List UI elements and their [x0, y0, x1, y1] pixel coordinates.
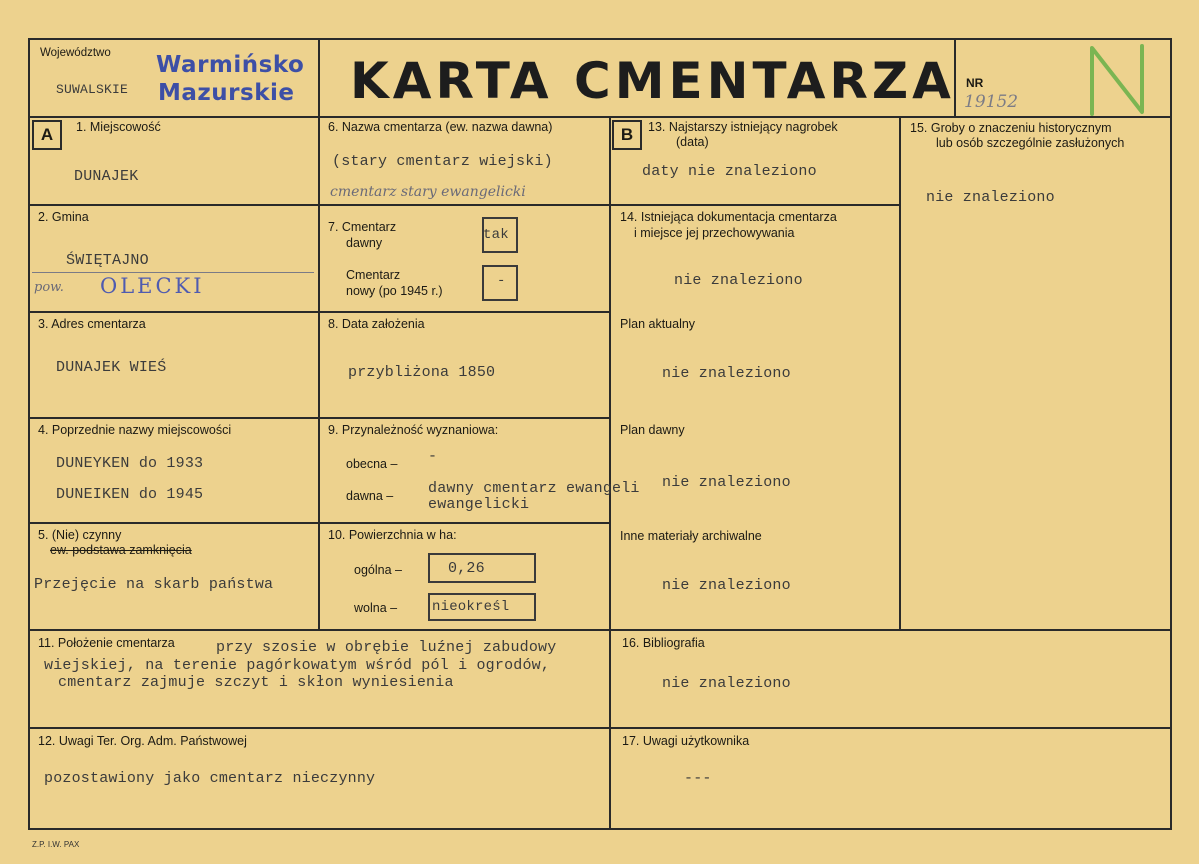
field-13-label-1: 13. Najstarszy istniejący nagrobek: [648, 120, 838, 134]
field-2-hand-prefix: pow.: [34, 280, 64, 295]
field-3-label: 3. Adres cmentarza: [38, 317, 146, 331]
field-13-value: daty nie znaleziono: [642, 163, 817, 180]
divider: [28, 116, 1172, 118]
field-2-label: 2. Gmina: [38, 210, 89, 224]
field-14-label-1: 14. Istniejąca dokumentacja cmentarza: [620, 210, 837, 224]
field-6-hand-note: cmentarz stary ewangelicki: [330, 184, 526, 200]
field-10-free-box: [428, 593, 536, 621]
field-2-value: ŚWIĘTAJNO: [66, 252, 149, 269]
divider: [319, 417, 610, 419]
plan-current-label: Plan aktualny: [620, 317, 696, 331]
handwritten-underline: [32, 272, 314, 273]
section-b-marker: B: [612, 120, 642, 150]
field-10-total-box: [428, 553, 536, 583]
divider: [319, 204, 610, 206]
divider: [28, 311, 319, 313]
field-10-total-value: 0,26: [448, 560, 485, 577]
nr-label: NR: [966, 76, 984, 90]
voivodeship-label: Województwo: [40, 47, 111, 59]
field-16-value: nie znaleziono: [662, 675, 791, 692]
field-5-value: Przejęcie na skarb państwa: [34, 576, 274, 593]
section-a-marker: A: [32, 120, 62, 150]
field-11-value-2: wiejskiej, na terenie pagórkowatym wśród pól i ogrodów,: [44, 657, 551, 674]
printer-imprint: Z.P. I.W. PAX: [32, 840, 80, 849]
field-7-new-label-1: Cmentarz: [346, 268, 401, 282]
field-12-label: 12. Uwagi Ter. Org. Adm. Państwowej: [38, 734, 247, 748]
divider: [28, 727, 1172, 729]
field-7-old-value: tak: [483, 227, 509, 243]
voivodeship-stamp-line1: Warmińsko: [156, 52, 305, 78]
field-3-value: DUNAJEK WIEŚ: [56, 359, 167, 376]
field-7-new-value: -: [497, 273, 506, 289]
archive-value: nie znaleziono: [662, 577, 791, 594]
field-15-label-2: lub osób szczególnie zasłużonych: [936, 136, 1125, 150]
field-14-value: nie znaleziono: [674, 272, 803, 289]
page-title: KARTA CMENTARZA: [350, 52, 955, 110]
divider: [28, 204, 319, 206]
field-6-label: 6. Nazwa cmentarza (ew. nazwa dawna): [328, 120, 553, 134]
field-8-value: przybliżona 1850: [348, 364, 496, 381]
field-11-value-1: przy szosie w obrębie luźnej zabudowy: [216, 639, 557, 656]
field-13-label-2: (data): [676, 135, 709, 149]
divider: [28, 417, 319, 419]
green-letter-n-mark: [1084, 42, 1154, 118]
field-9-former-value-2: ewangelicki: [428, 496, 530, 513]
plan-old-value: nie znaleziono: [662, 474, 791, 491]
field-1-value: DUNAJEK: [74, 168, 139, 185]
field-11-value-3: cmentarz zajmuje szczyt i skłon wyniesienia: [58, 674, 454, 691]
field-10-total-label: ogólna –: [354, 563, 402, 577]
divider: [610, 204, 900, 206]
field-4-value-1: DUNEYKEN do 1933: [56, 455, 204, 472]
field-8-label: 8. Data założenia: [328, 317, 425, 331]
field-9-former-label: dawna –: [346, 489, 394, 503]
field-7-old-label-2: dawny: [346, 236, 383, 250]
field-2-hand-value: OLECKI: [100, 274, 205, 298]
field-5-label-1: 5. (Nie) czynny: [38, 528, 122, 542]
divider: [319, 311, 610, 313]
field-5-label-2: ew. podstawa zamknięcia: [50, 543, 192, 557]
plan-old-label: Plan dawny: [620, 423, 685, 437]
field-7-old-label-1: 7. Cmentarz: [328, 220, 397, 234]
field-7-old-box: [482, 217, 518, 253]
plan-current-value: nie znaleziono: [662, 365, 791, 382]
divider: [899, 116, 901, 630]
field-10-label: 10. Powierzchnia w ha:: [328, 528, 457, 542]
field-10-free-label: wolna –: [354, 601, 398, 615]
divider: [319, 522, 610, 524]
field-6-value: (stary cmentarz wiejski): [332, 153, 553, 170]
voivodeship-typed: SUWALSKIE: [56, 82, 129, 97]
field-16-label: 16. Bibliografia: [622, 636, 705, 650]
field-7-new-box: [482, 265, 518, 301]
field-15-value: nie znaleziono: [926, 189, 1055, 206]
divider: [609, 116, 611, 830]
field-7-new-label-2: nowy (po 1945 r.): [346, 284, 443, 298]
voivodeship-stamp-line2: Mazurskie: [158, 80, 295, 106]
divider: [28, 522, 319, 524]
archive-label: Inne materiały archiwalne: [620, 529, 762, 543]
field-11-label: 11. Położenie cmentarza: [38, 636, 175, 650]
field-17-value: ---: [684, 770, 712, 787]
field-9-former-value-1: dawny cmentarz ewangeli: [428, 480, 640, 497]
field-9-label: 9. Przynależność wyznaniowa:: [328, 423, 499, 437]
nr-value: 19152: [964, 92, 1019, 112]
field-17-label: 17. Uwagi użytkownika: [622, 734, 750, 748]
field-4-value-2: DUNEIKEN do 1945: [56, 486, 204, 503]
field-9-current-value: -: [428, 448, 438, 465]
divider: [318, 116, 320, 630]
divider: [318, 39, 320, 117]
field-12-value: pozostawiony jako cmentarz nieczynny: [44, 770, 376, 787]
field-4-label: 4. Poprzednie nazwy miejscowości: [38, 423, 232, 437]
field-15-label-1: 15. Groby o znaczeniu historycznym: [910, 121, 1112, 135]
field-9-current-label: obecna –: [346, 457, 398, 471]
divider: [28, 629, 1172, 631]
field-14-label-2: i miejsce jej przechowywania: [634, 226, 795, 240]
field-1-label: 1. Miejscowość: [76, 120, 161, 134]
field-10-free-value: nieokreśl: [432, 599, 510, 615]
